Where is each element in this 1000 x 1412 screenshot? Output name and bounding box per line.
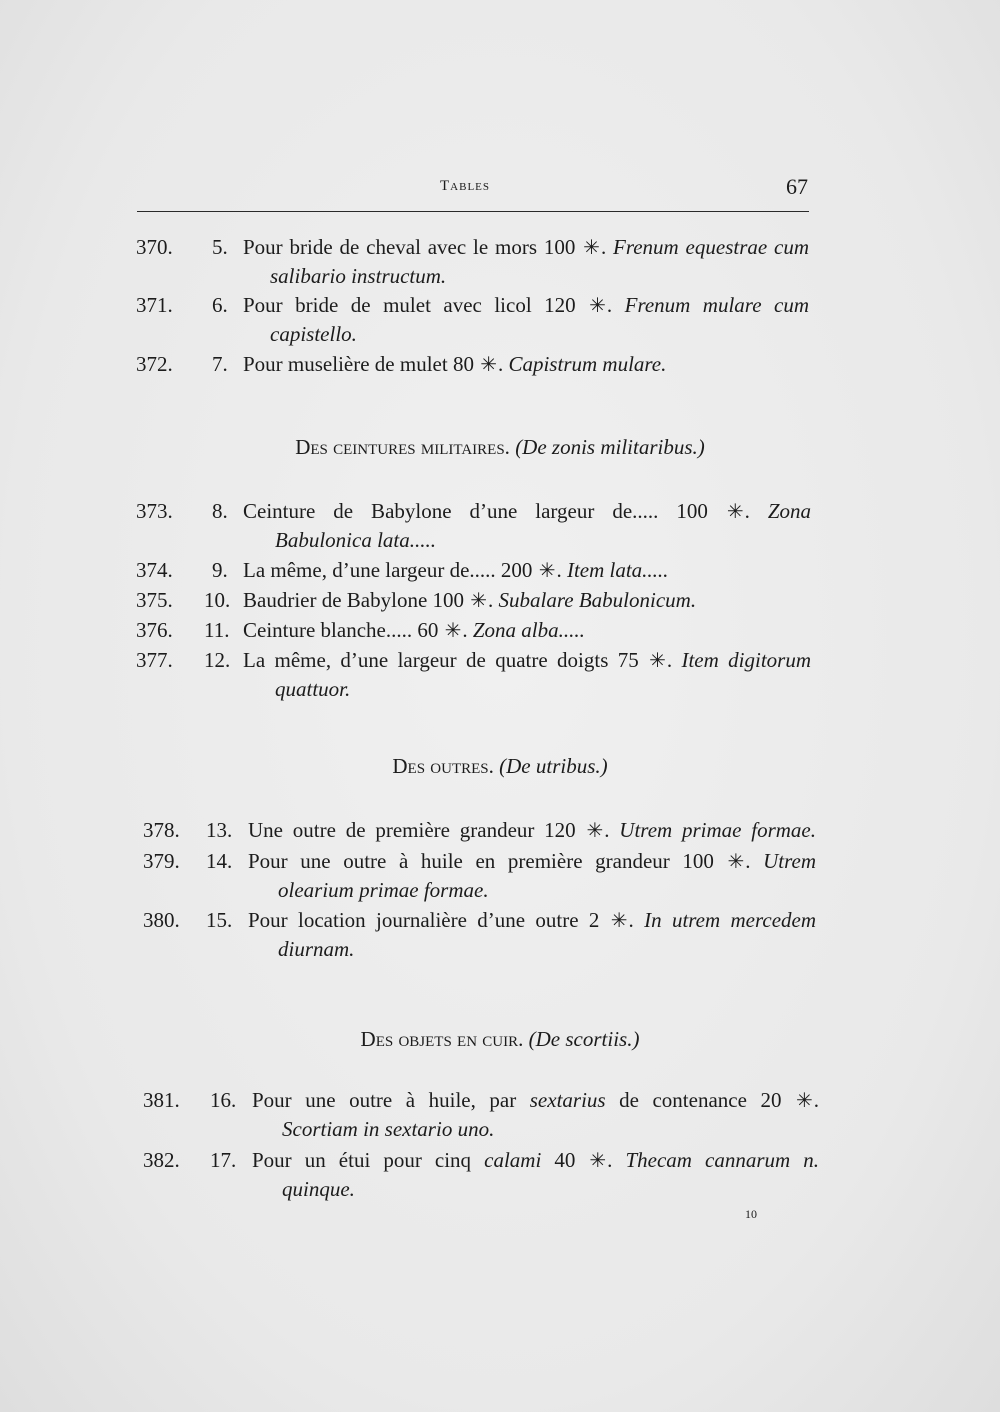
item-number: 17. bbox=[210, 1148, 237, 1172]
section-latin: (De zonis militaribus.) bbox=[515, 435, 705, 459]
section-label: Des outres. bbox=[392, 754, 494, 778]
denarius-icon: ✳ bbox=[727, 851, 745, 873]
entry-number: 378. bbox=[143, 818, 180, 842]
header-rule bbox=[137, 211, 809, 212]
running-head bbox=[0, 174, 1000, 204]
french-text: Pour une outre à huile, par bbox=[252, 1088, 517, 1112]
latin-text: Item digitorum bbox=[681, 648, 811, 672]
entry-number: 380. bbox=[143, 908, 180, 932]
latin-text: Zona bbox=[767, 499, 811, 523]
latin-continuation: salibario instructum. bbox=[270, 264, 447, 288]
entry-text: Pour location journalière d’une outre 2 ✳. In utrem mercedem bbox=[248, 905, 816, 936]
section-heading-outres bbox=[0, 751, 1000, 781]
section-label: Des objets en cuir. bbox=[360, 1027, 524, 1051]
latin-text: Capistrum mulare. bbox=[508, 352, 667, 376]
running-title: Tables bbox=[440, 178, 490, 194]
denarius-icon: ✳ bbox=[444, 620, 462, 642]
section-heading-ceintures bbox=[0, 432, 1000, 462]
entry-text: La même, d’une largeur de quatre doigts 75 ✳. Item digitorum bbox=[243, 645, 811, 676]
french-text: La même, d’une largeur de..... 200 bbox=[243, 558, 533, 582]
french-text: Pour une outre à huile en première grandeur 100 bbox=[248, 849, 714, 873]
denarius-icon: ✳ bbox=[586, 820, 604, 842]
french-text: 40 bbox=[554, 1148, 576, 1172]
entry-number: 375. bbox=[136, 588, 173, 612]
item-number: 9. bbox=[212, 558, 228, 582]
french-text: La même, d’une largeur de quatre doigts 75 bbox=[243, 648, 639, 672]
denarius-icon: ✳ bbox=[796, 1090, 813, 1112]
french-text: Pour location journalière d’une outre 2 bbox=[248, 908, 600, 932]
french-text: de contenance 20 bbox=[619, 1088, 782, 1112]
entry-text: Pour muselière de mulet 80 ✳. Capistrum mulare. bbox=[243, 349, 666, 380]
entry-text: Pour un étui pour cinq calami 40 ✳. Thecam cannarum n. bbox=[252, 1145, 819, 1176]
latin-continuation: olearium primae formae. bbox=[278, 878, 489, 902]
latin-text: Frenum mulare cum bbox=[624, 293, 809, 317]
entry-text: Pour une outre à huile en première grandeur 100 ✳. Utrem bbox=[248, 846, 816, 877]
french-italic-term: calami bbox=[484, 1148, 542, 1172]
denarius-icon: ✳ bbox=[538, 560, 556, 582]
latin-continuation: Babulonica lata..... bbox=[275, 528, 436, 552]
entry-number: 373. bbox=[136, 499, 173, 523]
entry-number: 376. bbox=[136, 618, 173, 642]
entry-number: 382. bbox=[143, 1148, 180, 1172]
latin-text: Frenum equestrae cum bbox=[613, 235, 810, 259]
denarius-icon: ✳ bbox=[480, 354, 497, 376]
french-text: Ceinture blanche..... 60 bbox=[243, 618, 439, 642]
latin-text: Utrem primae formae. bbox=[619, 818, 817, 842]
latin-text: Item lata..... bbox=[566, 558, 669, 582]
signature-mark: 10 bbox=[745, 1207, 757, 1221]
french-text: Une outre de première grandeur 120 bbox=[248, 818, 576, 842]
denarius-icon: ✳ bbox=[726, 501, 744, 523]
section-latin: (De scortiis.) bbox=[528, 1027, 640, 1051]
denarius-icon: ✳ bbox=[649, 650, 666, 672]
entry-number: 371. bbox=[136, 293, 173, 317]
denarius-icon: ✳ bbox=[610, 910, 628, 932]
page-number: 67 bbox=[786, 174, 808, 199]
french-text: Ceinture de Babylone d’une largeur de..... 100 bbox=[243, 499, 708, 523]
latin-continuation: Scortiam in sextario uno. bbox=[282, 1117, 495, 1141]
item-number: 12. bbox=[204, 648, 231, 672]
entry-text: Pour une outre à huile, par sextarius de contenance 20 ✳. bbox=[252, 1085, 819, 1116]
latin-continuation: diurnam. bbox=[278, 937, 355, 961]
item-number: 6. bbox=[212, 293, 228, 317]
item-number: 15. bbox=[206, 908, 233, 932]
entry-text: Ceinture de Babylone d’une largeur de..... 100 ✳. Zona bbox=[243, 496, 811, 527]
item-number: 8. bbox=[212, 499, 228, 523]
latin-text: Thecam cannarum n. bbox=[625, 1148, 820, 1172]
french-text: Pour un étui pour cinq bbox=[252, 1148, 472, 1172]
latin-continuation: quinque. bbox=[282, 1177, 355, 1201]
entry-text: Pour bride de cheval avec le mors 100 ✳. Frenum equestrae cum bbox=[243, 232, 809, 263]
denarius-icon: ✳ bbox=[589, 295, 606, 317]
french-text: Baudrier de Babylone 100 bbox=[243, 588, 465, 612]
section-latin: (De utribus.) bbox=[499, 754, 608, 778]
entry-text: Ceinture blanche..... 60 ✳. Zona alba..... bbox=[243, 615, 585, 646]
denarius-icon: ✳ bbox=[583, 237, 600, 259]
section-heading-cuir bbox=[0, 1024, 1000, 1054]
item-number: 16. bbox=[210, 1088, 237, 1112]
entry-text: Pour bride de mulet avec licol 120 ✳. Frenum mulare cum bbox=[243, 290, 809, 321]
latin-continuation: capistello. bbox=[270, 322, 357, 346]
entry-number: 379. bbox=[143, 849, 180, 873]
entry-number: 370. bbox=[136, 235, 173, 259]
item-number: 11. bbox=[204, 618, 230, 642]
entry-text: Une outre de première grandeur 120 ✳. Utrem primae formae. bbox=[248, 815, 816, 846]
entry-number: 381. bbox=[143, 1088, 180, 1112]
entry-number: 372. bbox=[136, 352, 173, 376]
french-text: Pour bride de cheval avec le mors 100 bbox=[243, 235, 576, 259]
item-number: 14. bbox=[206, 849, 233, 873]
entry-text: La même, d’une largeur de..... 200 ✳. Item lata..... bbox=[243, 555, 668, 586]
denarius-icon: ✳ bbox=[470, 590, 488, 612]
entry-number: 377. bbox=[136, 648, 173, 672]
french-text: Pour bride de mulet avec licol 120 bbox=[243, 293, 576, 317]
item-number: 5. bbox=[212, 235, 228, 259]
latin-text: Zona alba..... bbox=[472, 618, 585, 642]
item-number: 13. bbox=[206, 818, 233, 842]
latin-continuation: quattuor. bbox=[275, 677, 351, 701]
latin-text: Subalare Babulonicum. bbox=[498, 588, 697, 612]
entry-text: Baudrier de Babylone 100 ✳. Subalare Babulonicum. bbox=[243, 585, 696, 616]
denarius-icon: ✳ bbox=[589, 1150, 607, 1172]
latin-text: Utrem bbox=[763, 849, 816, 873]
item-number: 10. bbox=[204, 588, 231, 612]
french-text: Pour muselière de mulet 80 bbox=[243, 352, 474, 376]
entry-number: 374. bbox=[136, 558, 173, 582]
section-label: Des ceintures militaires. bbox=[295, 435, 510, 459]
latin-text: In utrem mercedem bbox=[644, 908, 817, 932]
item-number: 7. bbox=[212, 352, 228, 376]
french-italic-term: sextarius bbox=[529, 1088, 606, 1112]
